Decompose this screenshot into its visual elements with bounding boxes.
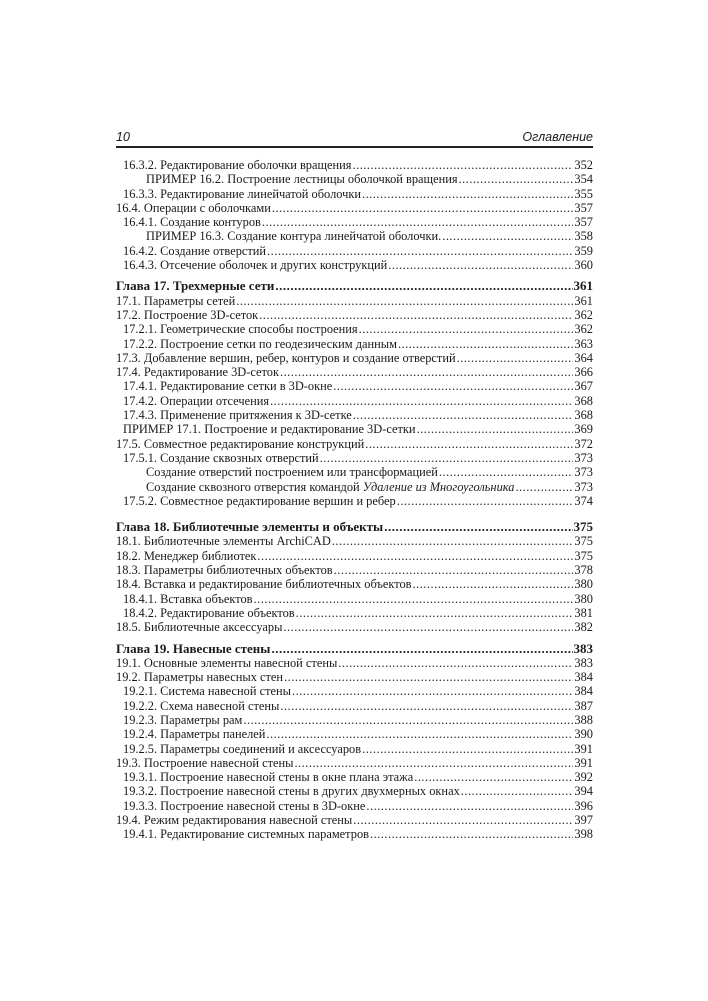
- entry-title: [116, 813, 352, 827]
- dot-leader: [439, 465, 574, 479]
- entry-title-text: 18.4.2. Редактирование объектов: [123, 605, 295, 620]
- toc-entry: [116, 158, 593, 172]
- toc-entry: [116, 337, 593, 351]
- entry-title-text: 16.4.2. Создание отверстий: [123, 243, 267, 258]
- dot-leader: [457, 351, 574, 365]
- dot-leader: [333, 379, 573, 393]
- toc-entry: [116, 494, 593, 508]
- entry-page: 383: [574, 655, 593, 670]
- entry-title-text: 19.2. Параметры навесных стен: [116, 670, 284, 685]
- toc-entry: [116, 258, 593, 272]
- entry-page: 360: [574, 258, 593, 273]
- toc-entry: [116, 294, 593, 308]
- toc-entry: [116, 408, 593, 422]
- toc-entry: [116, 799, 593, 813]
- chapter-entry: [116, 642, 593, 656]
- entry-page: 384: [574, 684, 593, 699]
- entry-title-text: 17.5.1. Создание сквозных отверстий: [123, 450, 319, 465]
- entry-title-text: 19.2.1. Система навесной стены: [123, 684, 291, 699]
- entry-title-text: 19.2.2. Схема навесной стены: [123, 698, 280, 713]
- entry-title: [123, 770, 413, 784]
- toc-entry: [116, 620, 593, 634]
- entry-title: [123, 713, 242, 727]
- entry-title: [146, 465, 438, 479]
- entry-title: [123, 451, 319, 465]
- dot-leader: [459, 172, 574, 186]
- entry-title: [123, 337, 397, 351]
- entry-page: 398: [574, 827, 593, 842]
- entry-page: 394: [574, 784, 593, 799]
- entry-page: 375: [574, 534, 593, 549]
- dot-leader: [334, 563, 574, 577]
- entry-page: 355: [574, 186, 593, 201]
- entry-title: [123, 727, 265, 741]
- entry-page: 372: [574, 436, 593, 451]
- chapter-entry: [116, 520, 593, 534]
- toc-entry: [116, 727, 593, 741]
- entry-title: [123, 158, 352, 172]
- dot-leader: [362, 187, 573, 201]
- entry-title: [116, 201, 271, 215]
- entry-title: [123, 699, 279, 713]
- entry-title: [123, 592, 253, 606]
- entry-title: [116, 620, 282, 634]
- toc-entry: [116, 699, 593, 713]
- dot-leader: [359, 322, 574, 336]
- entry-title-text: 19.3. Построение навесной стены: [116, 755, 294, 770]
- dot-leader: [243, 713, 573, 727]
- dot-leader: [271, 642, 572, 656]
- entry-page: 373: [574, 450, 593, 465]
- entry-title-text: 17.3. Добавление вершин, ребер, контуров и создание отверстий: [116, 350, 456, 365]
- entry-page: 367: [574, 379, 593, 394]
- entry-title: [146, 172, 458, 186]
- toc-entry: [116, 549, 593, 563]
- toc-entry: [116, 379, 593, 393]
- toc-entry: [116, 308, 593, 322]
- entry-title-text: 19.3.3. Построение навесной стены в 3D-окне: [123, 798, 366, 813]
- entry-title-text: 17.2.1. Геометрические способы построения: [123, 322, 358, 337]
- toc-entry: [116, 577, 593, 591]
- entry-title-text: 17.4.2. Операции отсечения: [123, 393, 270, 408]
- entry-title: [116, 294, 235, 308]
- entry-title-text: 18.1. Библиотечные элементы ArchiCAD: [116, 534, 331, 549]
- running-header: [116, 130, 593, 148]
- toc-entry: [116, 422, 593, 436]
- dot-leader: [515, 480, 573, 494]
- entry-title: [146, 480, 514, 494]
- toc-entry: [116, 437, 593, 451]
- toc-entry: [116, 592, 593, 606]
- entry-title: [123, 742, 361, 756]
- entry-title: [116, 549, 256, 563]
- entry-title: [116, 520, 383, 534]
- entry-title: [146, 229, 441, 243]
- toc-entry: [116, 229, 593, 243]
- entry-title: [116, 756, 293, 770]
- dot-leader: [384, 520, 572, 534]
- entry-title-text: 17.4. Редактирование 3D-сеток: [116, 365, 279, 380]
- entry-title-text: 17.4.1. Редактирование сетки в 3D-окне: [123, 379, 333, 394]
- toc-entry: [116, 827, 593, 841]
- entry-page: 366: [574, 365, 593, 380]
- entry-page: 368: [574, 393, 593, 408]
- entry-title-text: 19.4.1. Редактирование системных параметров: [123, 827, 369, 842]
- toc-entry: [116, 351, 593, 365]
- toc-entry: [116, 480, 593, 494]
- entry-page: 363: [574, 336, 593, 351]
- entry-title-text: 19.3.2. Построение навесной стены в других двухмерных окнах: [123, 784, 460, 799]
- entry-title: [116, 308, 258, 322]
- toc-entry: [116, 201, 593, 215]
- entry-title: [123, 187, 361, 201]
- entry-title: [116, 563, 333, 577]
- entry-title: [116, 437, 364, 451]
- dot-leader: [267, 244, 573, 258]
- entry-page: 364: [574, 350, 593, 365]
- dot-leader: [442, 229, 573, 243]
- toc-entry: [116, 770, 593, 784]
- entry-page: 388: [574, 712, 593, 727]
- dot-leader: [284, 670, 573, 684]
- dot-leader: [257, 549, 573, 563]
- entry-title-text: ПРИМЕР 17.1. Построение и редактирование 3D-сетки: [123, 422, 416, 437]
- dot-leader: [294, 756, 573, 770]
- dot-leader: [397, 494, 574, 508]
- entry-title-text: 16.3.2. Редактирование оболочки вращения: [123, 158, 352, 172]
- entry-page: 358: [574, 229, 593, 244]
- entry-page: 383: [573, 640, 593, 656]
- entry-title: [123, 784, 460, 798]
- entry-title-text: 16.3.3. Редактирование линейчатой оболочки: [123, 186, 362, 201]
- entry-title: [123, 322, 358, 336]
- entry-title: [123, 422, 416, 436]
- entry-page: 391: [574, 755, 593, 770]
- entry-page: 387: [574, 698, 593, 713]
- entry-title: [123, 244, 266, 258]
- dot-leader: [332, 534, 574, 548]
- dot-leader: [417, 422, 574, 436]
- entry-title: [123, 684, 291, 698]
- entry-page: 396: [574, 798, 593, 813]
- entry-page: 381: [574, 605, 593, 620]
- entry-title-text: 16.4.1. Создание контуров: [123, 215, 261, 230]
- entry-page: 354: [574, 172, 593, 187]
- toc-entry: [116, 606, 593, 620]
- dot-leader: [283, 620, 573, 634]
- dot-leader: [236, 294, 573, 308]
- entry-title: [123, 827, 369, 841]
- entry-title-italic: Удаление из Многоугольника: [362, 479, 515, 494]
- entry-page: 373: [574, 465, 593, 480]
- dot-leader: [270, 394, 573, 408]
- dot-leader: [366, 799, 573, 813]
- toc-entry: [116, 670, 593, 684]
- toc-entry: [116, 187, 593, 201]
- entry-title-text: 19.3.1. Построение навесной стены в окне плана этажа: [123, 770, 414, 785]
- dot-leader: [292, 684, 573, 698]
- entry-page: 368: [574, 408, 593, 423]
- entry-page: 357: [574, 215, 593, 230]
- entry-page: 359: [574, 243, 593, 258]
- entry-title-text: ПРИМЕР 16.2. Построение лестницы оболочкой вращения: [146, 172, 458, 187]
- dot-leader: [388, 258, 573, 272]
- entry-title-text: 19.2.5. Параметры соединений и аксессуаров: [123, 741, 362, 756]
- entry-title: [116, 670, 283, 684]
- entry-title-text: Создание отверстий построением или трансформацией: [146, 465, 438, 480]
- dot-leader: [272, 201, 574, 215]
- toc-entry: [116, 451, 593, 465]
- page-number: 10: [116, 130, 130, 144]
- entry-title-text: 18.3. Параметры библиотечных объектов: [116, 563, 333, 578]
- entry-title: [123, 379, 332, 393]
- entry-page: 380: [574, 591, 593, 606]
- dot-leader: [280, 365, 573, 379]
- entry-title-text: 19.2.3. Параметры рам: [123, 712, 243, 727]
- entry-title-text: 16.4.3. Отсечение оболочек и других конструкций: [123, 258, 388, 273]
- entry-title-text: Глава 19. Навесные стены: [116, 640, 271, 656]
- entry-page: 373: [574, 479, 593, 494]
- entry-title-text: Глава 18. Библиотечные элементы и объекты: [116, 519, 384, 535]
- entry-title: [116, 279, 274, 293]
- entry-page: 352: [574, 158, 593, 172]
- dot-leader: [362, 742, 573, 756]
- entry-title-text: 18.4. Вставка и редактирование библиотечных объектов: [116, 577, 412, 592]
- entry-page: 397: [574, 813, 593, 828]
- entry-page: 361: [574, 293, 593, 308]
- dot-leader: [413, 577, 574, 591]
- dot-leader: [262, 215, 574, 229]
- entry-page: 375: [573, 519, 593, 535]
- entry-page: 361: [573, 278, 593, 294]
- entry-title-text: 16.4. Операции с оболочками: [116, 200, 271, 215]
- dot-leader: [365, 437, 573, 451]
- entry-title-text: 17.1. Параметры сетей: [116, 293, 236, 308]
- entry-page: 384: [574, 670, 593, 685]
- dot-leader: [254, 592, 574, 606]
- entry-title-text: 17.5. Совместное редактирование конструкций: [116, 436, 365, 451]
- dot-leader: [461, 784, 574, 798]
- entry-title: [116, 642, 270, 656]
- entry-title: [123, 408, 352, 422]
- entry-title-text: ПРИМЕР 16.3. Создание контура линейчатой оболочки.: [146, 229, 442, 244]
- entry-page: 390: [574, 727, 593, 742]
- entry-title-text: 19.4. Режим редактирования навесной стены: [116, 813, 353, 828]
- toc-entry: [116, 465, 593, 479]
- running-title: Оглавление: [522, 130, 593, 144]
- entry-page: 375: [574, 548, 593, 563]
- dot-leader: [280, 699, 573, 713]
- dot-leader: [414, 770, 573, 784]
- toc-entry: [116, 784, 593, 798]
- chapter-entry: [116, 279, 593, 293]
- dot-leader: [353, 408, 574, 422]
- dot-leader: [338, 656, 573, 670]
- entry-title: [123, 215, 261, 229]
- entry-page: 357: [574, 200, 593, 215]
- entry-title-text: 19.1. Основные элементы навесной стены: [116, 655, 338, 670]
- entry-page: 362: [574, 322, 593, 337]
- entry-title: [123, 258, 387, 272]
- entry-page: 362: [574, 307, 593, 322]
- entry-title: [116, 351, 456, 365]
- toc-entry: [116, 713, 593, 727]
- table-of-contents: [116, 158, 593, 842]
- dot-leader: [259, 308, 573, 322]
- entry-title-text: 17.2. Построение 3D-сеток: [116, 307, 259, 322]
- entry-title-text: Глава 17. Трехмерные сети: [116, 278, 275, 294]
- entry-page: 374: [574, 493, 593, 508]
- entry-title: [123, 494, 396, 508]
- toc-entry: [116, 394, 593, 408]
- dot-leader: [296, 606, 574, 620]
- entry-page: 382: [574, 620, 593, 635]
- toc-entry: [116, 365, 593, 379]
- toc-entry: [116, 563, 593, 577]
- dot-leader: [398, 337, 573, 351]
- entry-page: 378: [574, 563, 593, 578]
- toc-entry: [116, 534, 593, 548]
- dot-leader: [320, 451, 574, 465]
- entry-title-text: 18.2. Менеджер библиотек: [116, 548, 257, 563]
- toc-entry: [116, 322, 593, 336]
- dot-leader: [353, 158, 574, 172]
- entry-title-text: 17.4.3. Применение притяжения к 3D-сетке: [123, 408, 352, 423]
- toc-entry: [116, 215, 593, 229]
- entry-title-text: Создание сквозного отверстия командой: [146, 479, 363, 494]
- entry-page: 380: [574, 577, 593, 592]
- dot-leader: [266, 727, 573, 741]
- entry-title: [123, 799, 365, 813]
- toc-entry: [116, 244, 593, 258]
- entry-title-text: 19.2.4. Параметры панелей: [123, 727, 266, 742]
- dot-leader: [353, 813, 573, 827]
- entry-title: [123, 394, 269, 408]
- entry-title: [123, 606, 295, 620]
- entry-page: 392: [574, 770, 593, 785]
- entry-title: [116, 365, 279, 379]
- toc-entry: [116, 656, 593, 670]
- dot-leader: [370, 827, 573, 841]
- toc-entry: [116, 684, 593, 698]
- entry-title-text: 18.5. Библиотечные аксессуары: [116, 620, 283, 635]
- entry-title-text: 17.5.2. Совместное редактирование вершин и ребер: [123, 493, 396, 508]
- entry-title: [116, 534, 331, 548]
- toc-entry: [116, 172, 593, 186]
- entry-title-text: 18.4.1. Вставка объектов: [123, 591, 253, 606]
- dot-leader: [275, 279, 572, 293]
- entry-title: [116, 656, 337, 670]
- entry-title-text: 17.2.2. Построение сетки по геодезическим данным: [123, 336, 397, 351]
- toc-entry: [116, 742, 593, 756]
- entry-page: 369: [574, 422, 593, 437]
- entry-title: [116, 577, 412, 591]
- entry-page: 391: [574, 741, 593, 756]
- toc-entry: [116, 756, 593, 770]
- toc-entry: [116, 813, 593, 827]
